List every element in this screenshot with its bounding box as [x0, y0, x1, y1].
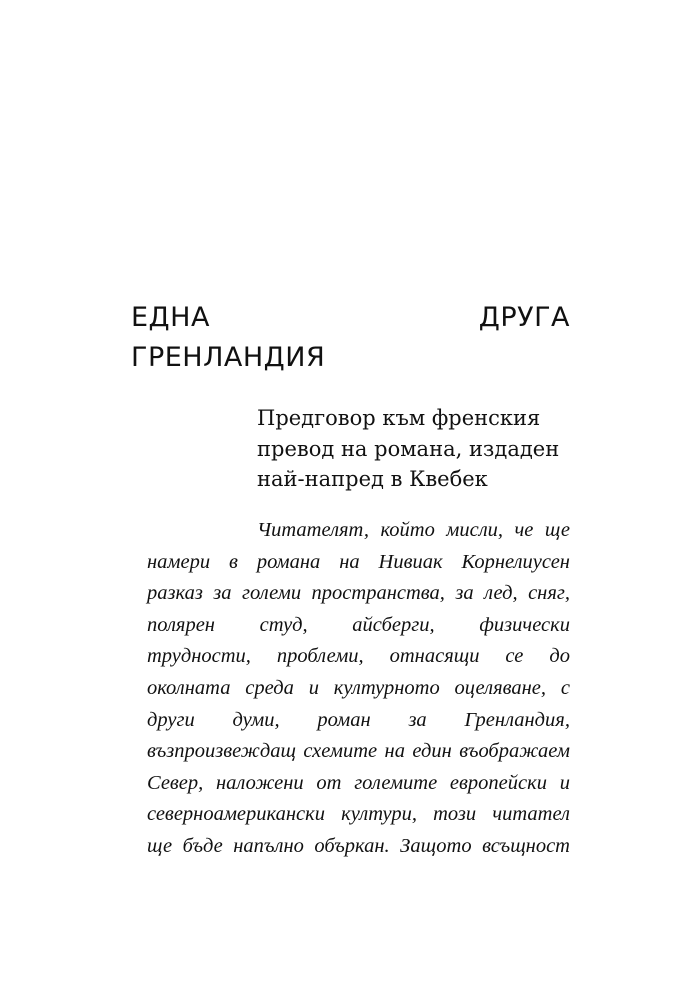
subtitle-line: превод на романа, издаден — [257, 436, 560, 461]
body-word: мисли, — [446, 519, 504, 541]
body-line — [147, 831, 570, 863]
chapter-subtitle — [257, 403, 577, 495]
body-word: и — [559, 771, 570, 794]
body-word: сняг, — [528, 582, 570, 605]
body-word: отнасящи — [389, 645, 480, 668]
body-word: Корнелиусен — [461, 550, 570, 573]
body-word: Гренландия, — [464, 708, 570, 731]
body-word: други — [147, 708, 195, 731]
body-word: бъде — [182, 834, 223, 857]
body-word: културното — [333, 676, 440, 699]
body-word: че — [514, 519, 534, 541]
body-word: трудности, — [147, 645, 251, 668]
chapter-title-word-2: ДРУГА — [478, 302, 570, 333]
body-word: ще — [544, 519, 570, 541]
body-word: този — [433, 803, 477, 826]
body-line — [147, 799, 570, 831]
body-word: Север, — [147, 771, 204, 794]
body-word: околната — [147, 676, 231, 699]
body-word: проблеми, — [276, 645, 364, 668]
body-line — [147, 705, 570, 737]
body-word: на — [384, 740, 405, 763]
chapter-title-word-1: ЕДНА — [131, 302, 210, 333]
body-word: култури, — [341, 803, 417, 826]
body-line — [147, 641, 570, 673]
body-word: роман — [317, 708, 371, 731]
body-word: с — [560, 676, 570, 699]
body-word: схемите — [303, 740, 378, 763]
chapter-title-line-1 — [131, 300, 570, 336]
body-word: и — [308, 676, 319, 699]
body-line — [147, 736, 570, 768]
body-word: среда — [245, 676, 294, 699]
body-word: Защото — [400, 834, 472, 857]
body-word: северноамерикански — [147, 803, 325, 826]
body-word: Читателят, — [257, 519, 369, 541]
body-word: европейски — [449, 771, 547, 794]
body-word: един — [412, 740, 452, 763]
body-word: напълно — [233, 834, 304, 857]
body-line — [147, 768, 570, 800]
body-word: за — [455, 582, 474, 605]
body-word: в — [229, 550, 238, 573]
body-word: оцеляване, — [454, 676, 547, 699]
body-word: ще — [147, 834, 173, 857]
body-word: за — [213, 582, 232, 605]
body-word: възпроизвеждащ — [147, 740, 296, 763]
body-line — [147, 515, 570, 547]
body-word: въображаем — [459, 740, 570, 763]
body-word: до — [549, 645, 570, 668]
body-word: големите — [354, 771, 438, 794]
body-word: който — [380, 519, 435, 541]
body-word: романа — [256, 550, 321, 573]
body-word: пространства, — [311, 582, 445, 605]
body-word: объркан. — [314, 834, 390, 857]
body-paragraph — [147, 515, 570, 863]
body-word: големи — [241, 582, 302, 605]
body-line — [147, 578, 570, 610]
subtitle-line: най-напред в Квебек — [257, 467, 488, 491]
body-word: наложени — [216, 771, 304, 794]
body-word: разказ — [147, 582, 203, 605]
body-word: от — [316, 771, 342, 794]
body-word: на — [339, 550, 360, 573]
body-word: всъщност — [482, 834, 570, 857]
body-word: за — [408, 708, 427, 731]
chapter-title-line-2: ГРЕНЛАНДИЯ — [131, 342, 326, 373]
body-line — [147, 547, 570, 579]
body-word: айсберги, — [352, 613, 435, 636]
body-word: Нивиак — [378, 550, 443, 573]
body-word: полярен — [147, 613, 215, 636]
body-word: думи, — [232, 708, 280, 731]
body-word: лед, — [484, 582, 518, 605]
body-word: физически — [479, 613, 570, 636]
body-word: читател — [492, 803, 570, 826]
body-word: намери — [147, 550, 211, 573]
body-word: се — [505, 645, 524, 668]
subtitle-line: Предговор към френския — [257, 406, 541, 430]
body-line — [147, 610, 570, 642]
body-line — [147, 673, 570, 705]
body-word: студ, — [259, 613, 308, 636]
